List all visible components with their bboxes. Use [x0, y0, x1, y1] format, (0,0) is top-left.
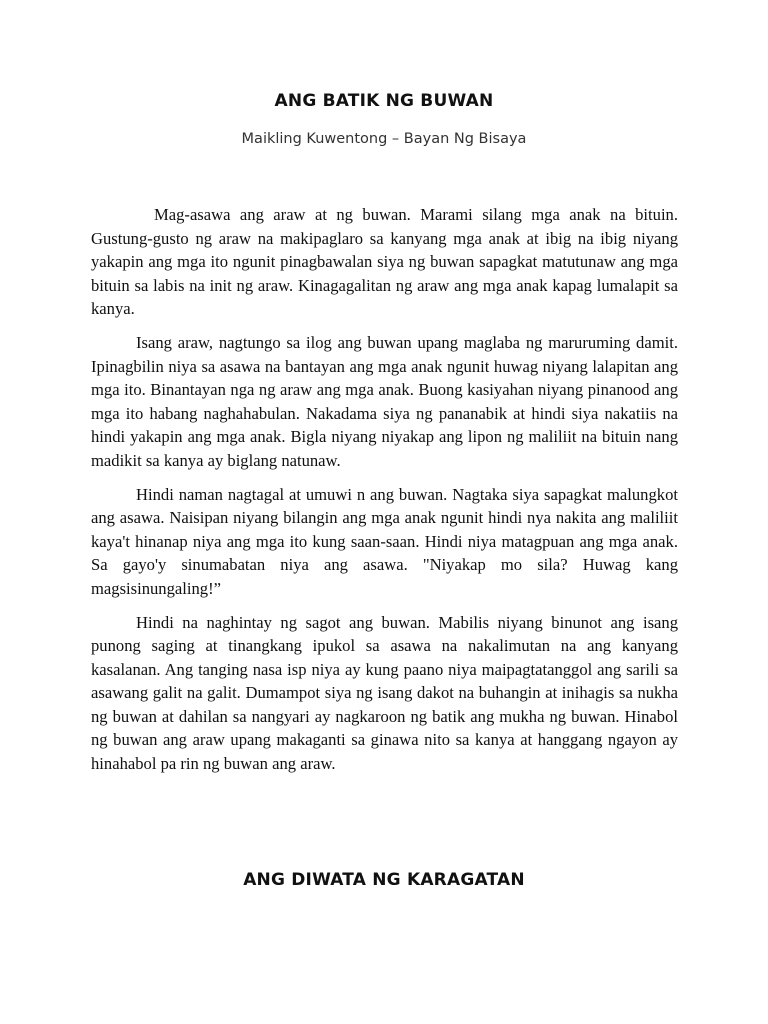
story-title: ANG BATIK NG BUWAN [274, 91, 494, 111]
story-body [91, 203, 678, 786]
story-subtitle: Maikling Kuwentong – Bayan Ng Bisaya [241, 131, 527, 147]
next-story-title: ANG DIWATA NG KARAGATAN [243, 870, 525, 890]
story-paragraph: Isang araw, nagtungo sa ilog ang buwan upang maglaba ng maruruming damit. Ipinagbilin niya sa asawa na bantayan ang mga anak ngunit huwag niyang lalapitan ang mga ito. Binantayan nga ng araw ang mga anak. Buong kasiyahan niyang pinanood ang mga ito habang naghahabulan. Nakadama siya ng pananabik at hindi siya nakatiis na hindi yakapin ang mga anak. Bigla niyang niyakap ang lipon ng maliliit na bituin nang madikit sa kanya ay biglang natunaw. [91, 332, 678, 470]
story-paragraph: Hindi na naghintay ng sagot ang buwan. Mabilis niyang binunot ang isang punong saging at tinangkang ipukol sa asawa na nakalimutan na ang kanyang kasalanan. Ang tanging nasa isp niya ay kung paano niya maipagtatanggol ang sarili sa asawang galit na galit. Dumampot siya ng isang dakot na buhangin at inihagis sa nukha ng buwan at dahilan sa nangyari ay nagkaroon ng batik ang mukha ng buwan. Hinabol ng buwan ang araw upang makaganti sa ginawa nito sa kanya at hanggang ngayon ay hinahabol pa rin ng buwan ang araw. [91, 612, 678, 774]
story-paragraph: Mag-asawa ang araw at ng buwan. Marami silang mga anak na bituin. Gustung-gusto ng araw na makipaglaro sa kanyang mga anak at ibig na ibig niyang yakapin ang mga ito ngunit pinagbawalan siya ng buwan sapagkat matutunaw ang mga bituin sa labis na init ng araw. Kinagagalitan ng araw ang mga anak kapag lumalapit sa kanya. [91, 205, 678, 319]
story-paragraph: Hindi naman nagtagal at umuwi n ang buwan. Nagtaka siya sapagkat malungkot ang asawa. Naisipan niyang bilangin ang mga anak ngunit hindi nya nakita ang maliliit kaya't hinanap niya ang mga ito kung saan-saan. Hindi niya matagpuan ang mga anak. Sa gayo'y sinumabatan niya ang asawa. "Niyakap mo sila? Huwag kang magsisinungaling!” [91, 484, 678, 598]
